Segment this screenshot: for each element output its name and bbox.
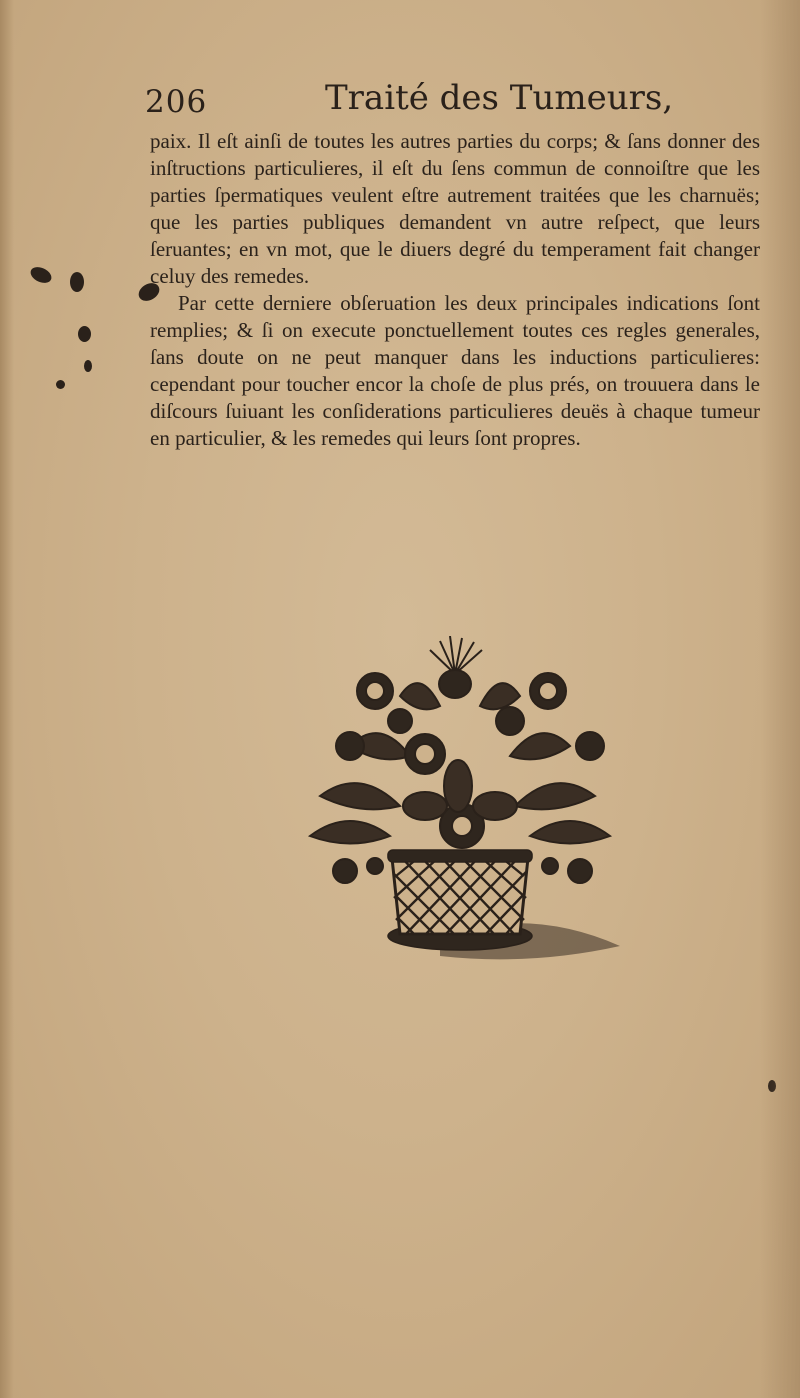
paragraph: Par cette derniere obſeruation les deux principales indications ſont remplies; & ſi on execute ponctuellement toutes ces regles generales, ſans doute on ne peut manquer dans les inductions particulieres: cependant pour toucher encor la choſe de plus prés, on trouuera dans le diſcours ſuiuant les conſiderations particulieres deuës à chaque tumeur en particulier, & les remedes qui leurs ſont propres. — [150, 291, 760, 450]
body-text — [150, 128, 760, 452]
running-title: Traité des Tumeurs, — [325, 78, 674, 118]
page-header — [145, 78, 765, 128]
paragraph: paix. Il eſt ainſi de toutes les autres parties du corps; & ſans donner des inſtructions particulieres, il eſt du ſens commun de connoiſtre que les parties ſpermatiques veulent eſtre autrement traitées que les charnuës; que les parties publiques demandent vn autre reſpect, que leurs ſeruantes; en vn mot, que le diuers degré du temperament fait changer celuy des remedes. — [150, 129, 760, 288]
page-number: 206 — [145, 84, 208, 120]
flower-basket-woodcut-icon — [290, 636, 625, 971]
